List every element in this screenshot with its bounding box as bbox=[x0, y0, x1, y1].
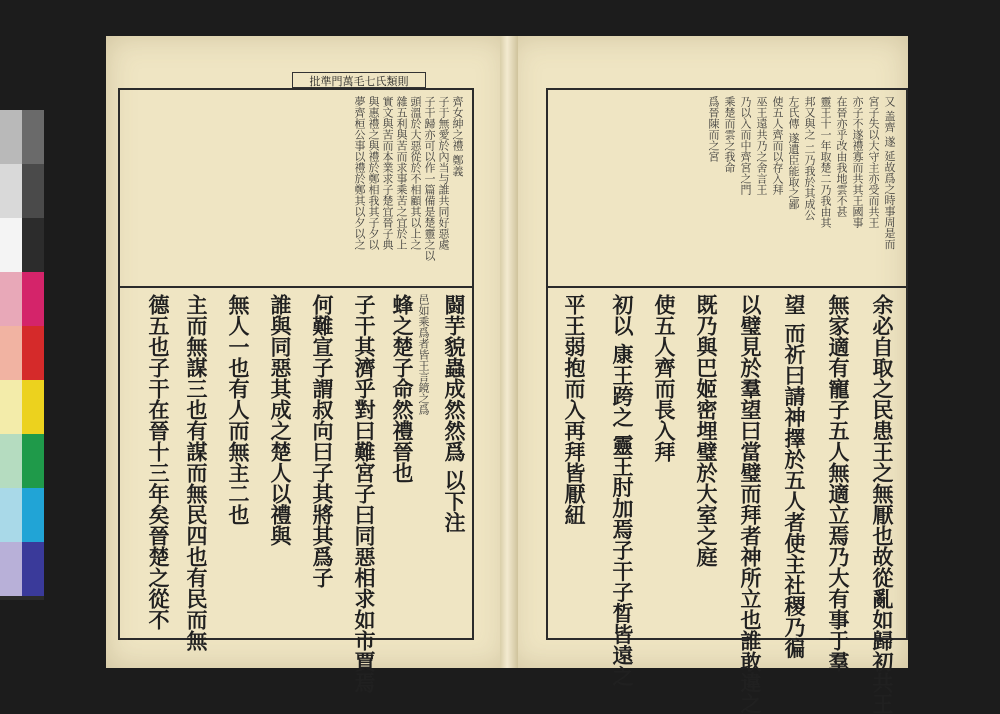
swatch-cyan-light bbox=[0, 488, 22, 542]
right-upper-col-3: 亦子不遂禮寡而共其王國事 bbox=[851, 96, 864, 228]
left-upper-col-3: 子干歸亦可以作一篇備是楚靈之以 bbox=[423, 96, 436, 261]
left-lower-col-6: 誰與同惡其成之楚人以禮與 bbox=[268, 294, 293, 546]
right-lower-col-2: 無家適有寵子五人無適立焉乃大有事于羣 bbox=[826, 294, 851, 672]
swatch-magenta bbox=[22, 272, 44, 326]
right-upper-col-8: 使五人齊而以存入拜 bbox=[771, 96, 784, 195]
left-lower-col-5: 何難宣子謂叔向曰子其將其爲子 bbox=[310, 294, 335, 588]
right-lower-col-6: 使五人齊而長入拜 bbox=[652, 294, 677, 462]
left-lower-col-1: 闘芋貌蟲成然然爲 以下注 bbox=[442, 294, 467, 533]
left-register-divider bbox=[118, 286, 474, 288]
right-lower-col-3: 望 而祈曰請神擇於五人者使主社稷乃徧 bbox=[782, 294, 807, 659]
right-upper-col-5: 靈王十一年取楚二乃我由其 bbox=[819, 96, 832, 228]
swatch-gray-dark bbox=[22, 110, 44, 164]
left-upper-col-2: 子于無愛於內当与誰共同好惡處 bbox=[437, 96, 450, 250]
swatch-yellow-light bbox=[0, 380, 22, 434]
left-lower-col-9: 德五也子干在晉十三年矣晉楚之從不 bbox=[146, 294, 171, 630]
right-upper-col-6: 邦又與之 二乃我於其成公 bbox=[803, 96, 816, 221]
bleed-through-text bbox=[140, 96, 250, 280]
left-lower-col-2: 邑如乘爲者皆王言鏡之爲 bbox=[417, 294, 430, 415]
swatch-pink-light bbox=[0, 272, 22, 326]
book-spine bbox=[500, 36, 518, 668]
left-lower-col-8: 主而無謀三也有謀而無民四也有民而無 bbox=[184, 294, 209, 651]
right-upper-col-7: 左氏傳 遂遺臣能取之鄙 bbox=[787, 96, 800, 210]
swatch-green bbox=[22, 434, 44, 488]
swatch-yellow bbox=[22, 380, 44, 434]
swatch-gray-lighter bbox=[0, 164, 22, 218]
left-upper-col-5: 雜五利與苦而求事乘苦之宜於上 bbox=[395, 96, 408, 250]
right-upper-col-10: 乃以入而中齊宮之門 bbox=[739, 96, 752, 195]
left-lower-col-7: 無人一也有人而無主二也 bbox=[226, 294, 251, 525]
swatch-white bbox=[0, 218, 22, 272]
right-upper-col-1: 又 盖齊 遂 延故爲之時事周是而 bbox=[883, 96, 896, 250]
right-lower-col-1: 余必自取之民患王之無厭也故從亂如歸初共王 bbox=[870, 294, 895, 714]
left-lower-col-3: 蜂之楚子命然禮晉也 bbox=[390, 294, 415, 483]
swatch-cyan bbox=[22, 488, 44, 542]
left-upper-col-8: 夢齊桓公事以禮於鄭其以夕以之 bbox=[353, 96, 366, 250]
right-upper-col-11: 乘楚而雲之我命 bbox=[723, 96, 736, 173]
left-upper-col-7: 與惠禮之與禮於鄭相我其子夕以 bbox=[367, 96, 380, 250]
right-lower-col-7: 初以 康王跨之 靈王肘加焉子干子晳皆遠之 bbox=[610, 294, 635, 687]
left-lower-col-4: 子干其濟乎對曰難宮子曰同惡相求如市賈焉 bbox=[352, 294, 377, 693]
swatch-gray-darker bbox=[22, 164, 44, 218]
swatch-black bbox=[22, 218, 44, 272]
right-lower-col-4: 以璧見於羣望曰當璧而拜者神所立也誰敢違之 bbox=[738, 294, 763, 714]
right-upper-col-2: 宮子失以大守主亦受而共王 bbox=[867, 96, 880, 228]
swatch-green-light bbox=[0, 434, 22, 488]
color-checker-strip bbox=[0, 110, 44, 600]
swatch-blue bbox=[22, 542, 44, 596]
left-upper-col-4: 頭溫於大惡從於不相顧其以上之 bbox=[409, 96, 422, 250]
left-upper-col-1: 齊女紳之禮 鄭義 bbox=[451, 96, 464, 177]
right-upper-col-4: 在晉亦乎改由我地雲不甚 bbox=[835, 96, 848, 217]
swatch-red bbox=[22, 326, 44, 380]
swatch-gray-light bbox=[0, 110, 22, 164]
swatch-red-light bbox=[0, 326, 22, 380]
right-upper-col-9: 巫王遠共乃之舍言王 bbox=[755, 96, 768, 195]
running-head-text: 批準門萬毛七氏類則 bbox=[309, 75, 409, 88]
swatch-violet-light bbox=[0, 542, 22, 596]
left-upper-col-6: 實文與苦而本業求子楚宜晉子典 bbox=[381, 96, 394, 250]
right-lower-col-5: 既乃與巴姬密埋璧於大室之庭 bbox=[694, 294, 719, 567]
right-register-divider bbox=[546, 286, 908, 288]
right-lower-col-8: 平王弱抱而入再拜皆厭紐 bbox=[562, 294, 587, 525]
right-upper-col-12: 爲晉陳而之宮 bbox=[707, 96, 720, 162]
running-head bbox=[292, 72, 426, 88]
